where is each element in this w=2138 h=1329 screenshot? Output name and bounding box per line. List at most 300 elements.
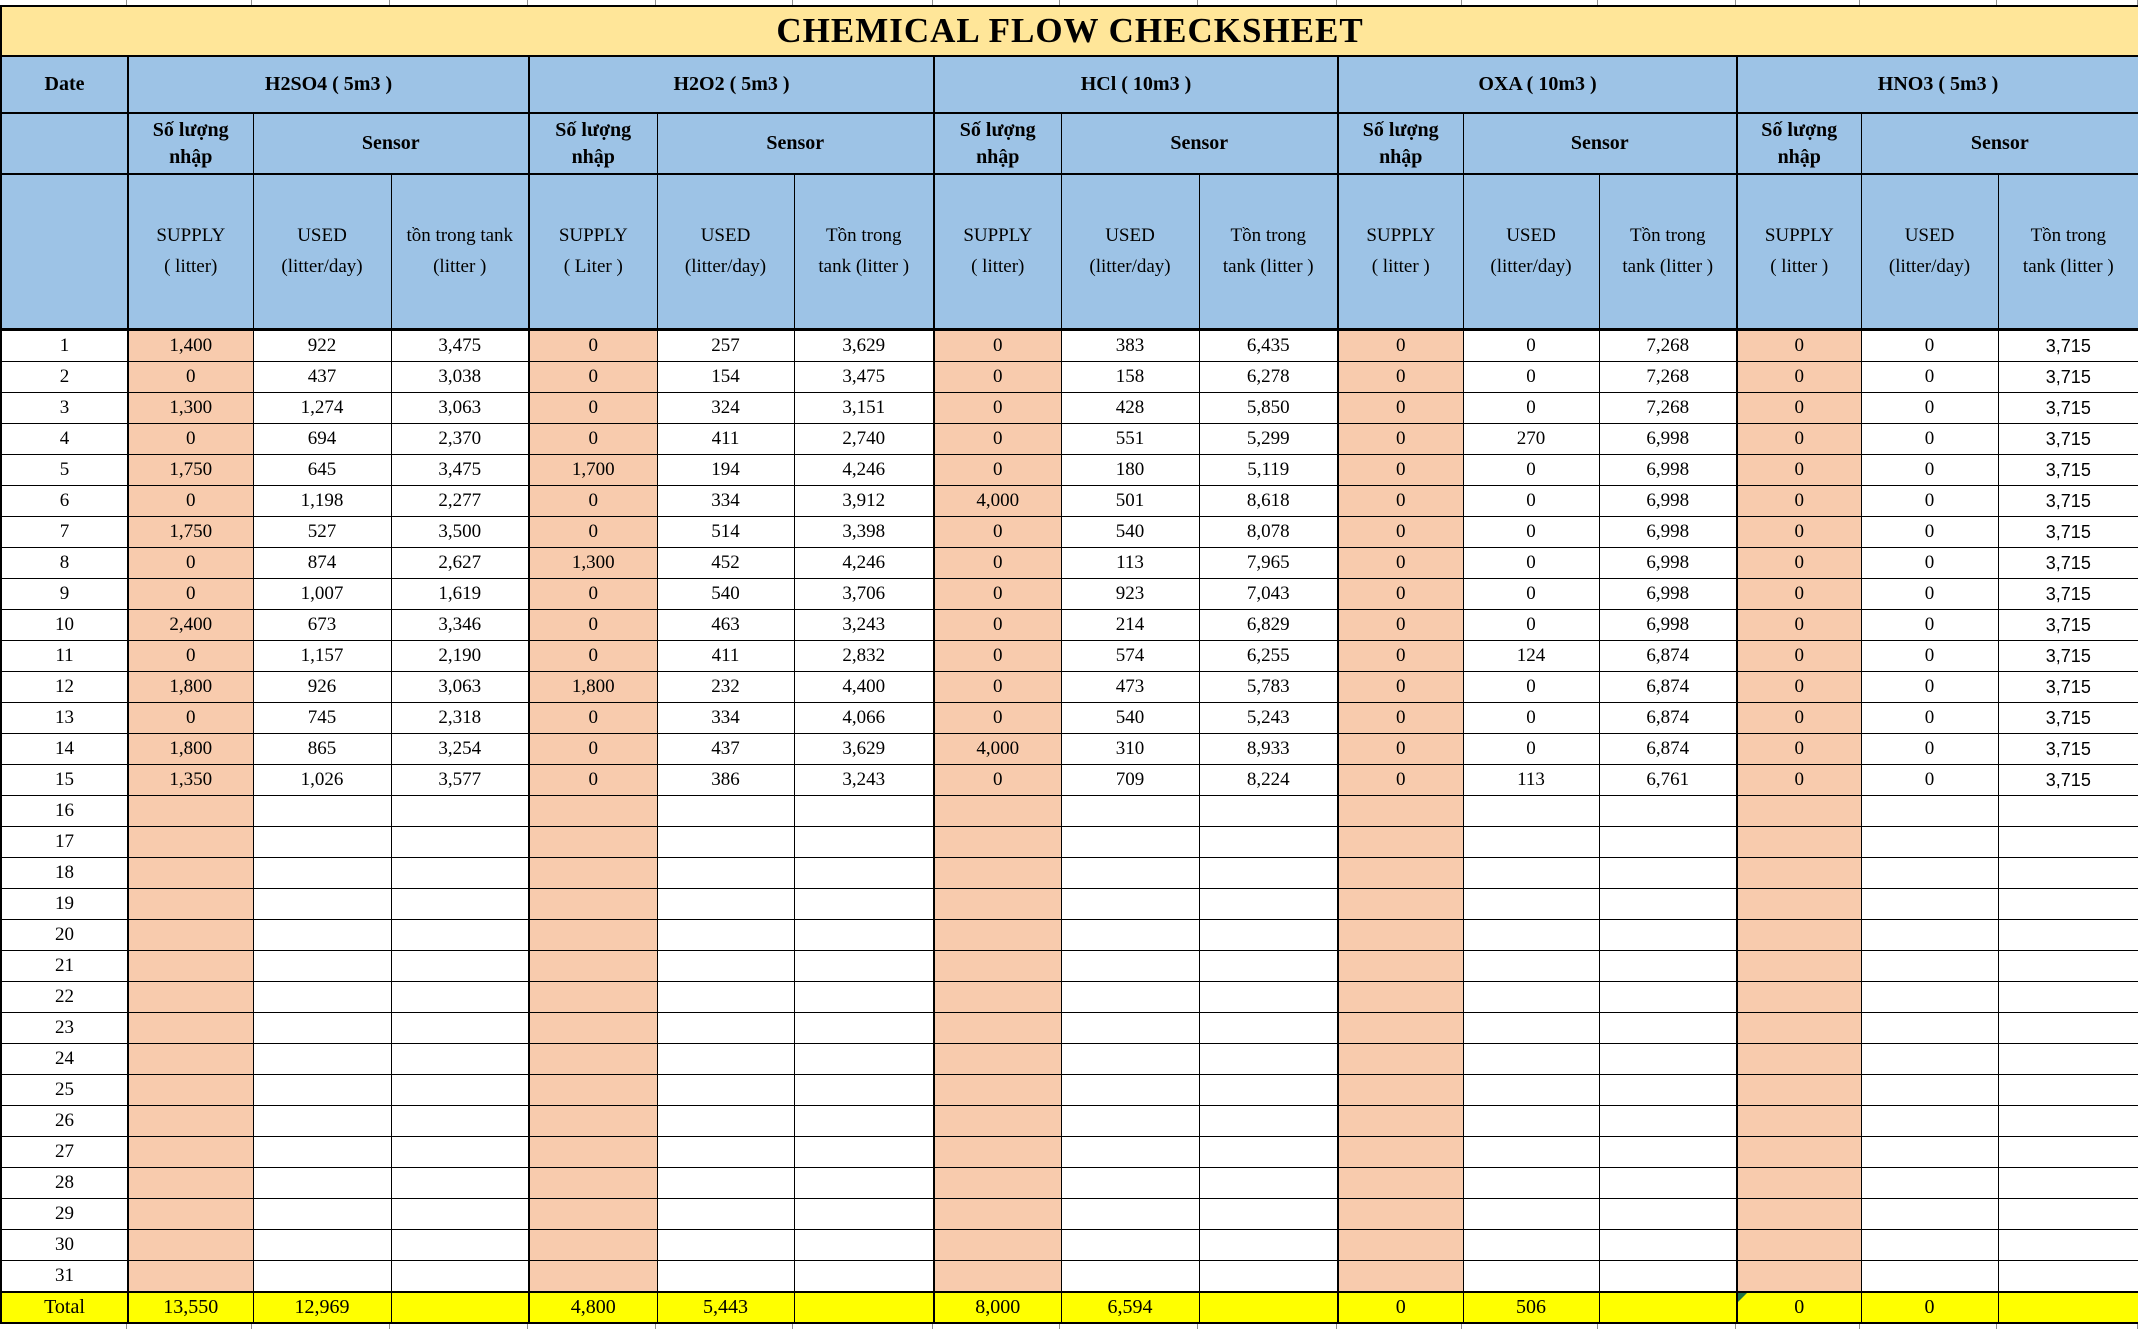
value-cell[interactable]: 1,026 (253, 764, 391, 795)
value-cell[interactable] (1199, 919, 1338, 950)
value-cell[interactable]: 501 (1061, 485, 1199, 516)
value-cell[interactable] (1998, 1136, 2138, 1167)
value-cell[interactable]: 214 (1061, 609, 1199, 640)
value-cell[interactable]: 0 (1463, 547, 1599, 578)
supply-cell[interactable]: 0 (934, 361, 1061, 392)
value-cell[interactable] (1199, 1229, 1338, 1260)
supply-cell[interactable] (1737, 1229, 1861, 1260)
supply-cell[interactable]: 0 (1737, 516, 1861, 547)
total-cell[interactable]: 6,594 (1061, 1292, 1199, 1323)
value-cell[interactable] (1861, 826, 1998, 857)
value-cell[interactable] (1463, 1136, 1599, 1167)
supply-cell[interactable]: 1,400 (128, 329, 253, 361)
value-cell[interactable]: 3,715 (1998, 485, 2138, 516)
date-cell[interactable]: 23 (1, 1012, 128, 1043)
value-cell[interactable]: 6,874 (1599, 702, 1737, 733)
supply-cell[interactable] (1737, 857, 1861, 888)
value-cell[interactable]: 3,715 (1998, 609, 2138, 640)
supply-cell[interactable]: 0 (1737, 733, 1861, 764)
value-cell[interactable] (657, 981, 794, 1012)
value-cell[interactable] (1998, 981, 2138, 1012)
total-cell[interactable] (1599, 1292, 1737, 1323)
supply-cell[interactable] (934, 1074, 1061, 1105)
value-cell[interactable] (1861, 1229, 1998, 1260)
value-cell[interactable] (253, 1136, 391, 1167)
date-cell[interactable]: 25 (1, 1074, 128, 1105)
supply-cell[interactable]: 0 (1338, 516, 1463, 547)
supply-cell[interactable] (1338, 888, 1463, 919)
value-cell[interactable] (391, 950, 529, 981)
date-cell[interactable]: 7 (1, 516, 128, 547)
value-cell[interactable]: 1,157 (253, 640, 391, 671)
supply-cell[interactable]: 1,750 (128, 516, 253, 547)
supply-cell[interactable]: 0 (1737, 702, 1861, 733)
value-cell[interactable] (1861, 857, 1998, 888)
value-cell[interactable]: 3,500 (391, 516, 529, 547)
value-cell[interactable]: 310 (1061, 733, 1199, 764)
value-cell[interactable]: 7,268 (1599, 392, 1737, 423)
date-cell[interactable]: 22 (1, 981, 128, 1012)
value-cell[interactable] (1463, 857, 1599, 888)
value-cell[interactable]: 3,715 (1998, 547, 2138, 578)
value-cell[interactable]: 5,243 (1199, 702, 1338, 733)
value-cell[interactable]: 0 (1861, 329, 1998, 361)
date-cell[interactable]: 10 (1, 609, 128, 640)
supply-cell[interactable]: 0 (1737, 361, 1861, 392)
value-cell[interactable]: 7,965 (1199, 547, 1338, 578)
value-cell[interactable] (1998, 1105, 2138, 1136)
value-cell[interactable]: 8,933 (1199, 733, 1338, 764)
total-cell[interactable]: 506 (1463, 1292, 1599, 1323)
value-cell[interactable]: 3,912 (794, 485, 934, 516)
value-cell[interactable]: 6,874 (1599, 671, 1737, 702)
value-cell[interactable] (657, 1167, 794, 1198)
supply-cell[interactable] (934, 1136, 1061, 1167)
date-cell[interactable]: 21 (1, 950, 128, 981)
value-cell[interactable] (1998, 888, 2138, 919)
value-cell[interactable] (1199, 1167, 1338, 1198)
value-cell[interactable]: 7,268 (1599, 361, 1737, 392)
value-cell[interactable] (1998, 950, 2138, 981)
value-cell[interactable] (253, 826, 391, 857)
value-cell[interactable]: 5,850 (1199, 392, 1338, 423)
supply-cell[interactable]: 0 (934, 329, 1061, 361)
value-cell[interactable] (1199, 1074, 1338, 1105)
supply-cell[interactable] (1338, 1043, 1463, 1074)
supply-cell[interactable]: 2,400 (128, 609, 253, 640)
supply-cell[interactable]: 0 (529, 423, 657, 454)
value-cell[interactable] (794, 981, 934, 1012)
value-cell[interactable]: 645 (253, 454, 391, 485)
value-cell[interactable] (391, 1198, 529, 1229)
supply-cell[interactable]: 0 (934, 516, 1061, 547)
value-cell[interactable] (794, 1043, 934, 1074)
value-cell[interactable] (794, 1229, 934, 1260)
value-cell[interactable] (1599, 950, 1737, 981)
value-cell[interactable]: 0 (1463, 485, 1599, 516)
supply-cell[interactable] (128, 919, 253, 950)
value-cell[interactable] (1599, 795, 1737, 826)
value-cell[interactable] (253, 1260, 391, 1292)
value-cell[interactable]: 0 (1861, 547, 1998, 578)
date-cell[interactable]: 11 (1, 640, 128, 671)
supply-cell[interactable] (529, 1136, 657, 1167)
value-cell[interactable] (1998, 1043, 2138, 1074)
supply-cell[interactable] (934, 1229, 1061, 1260)
supply-cell[interactable] (1338, 1105, 1463, 1136)
value-cell[interactable] (657, 950, 794, 981)
supply-cell[interactable]: 0 (1338, 454, 1463, 485)
value-cell[interactable] (657, 1043, 794, 1074)
supply-cell[interactable] (1737, 1260, 1861, 1292)
value-cell[interactable]: 2,832 (794, 640, 934, 671)
supply-cell[interactable] (128, 1229, 253, 1260)
supply-cell[interactable] (529, 981, 657, 1012)
value-cell[interactable]: 0 (1463, 671, 1599, 702)
value-cell[interactable] (1599, 981, 1737, 1012)
supply-cell[interactable] (1338, 950, 1463, 981)
supply-cell[interactable] (1338, 1167, 1463, 1198)
date-cell[interactable]: 18 (1, 857, 128, 888)
value-cell[interactable] (1199, 1043, 1338, 1074)
value-cell[interactable] (794, 826, 934, 857)
value-cell[interactable] (1463, 888, 1599, 919)
supply-cell[interactable] (934, 919, 1061, 950)
date-cell[interactable]: 12 (1, 671, 128, 702)
value-cell[interactable] (1998, 857, 2138, 888)
supply-cell[interactable] (1737, 1012, 1861, 1043)
value-cell[interactable]: 1,007 (253, 578, 391, 609)
value-cell[interactable]: 3,715 (1998, 764, 2138, 795)
supply-cell[interactable] (529, 1012, 657, 1043)
supply-cell[interactable] (934, 1260, 1061, 1292)
supply-cell[interactable] (1737, 795, 1861, 826)
value-cell[interactable] (1599, 1198, 1737, 1229)
supply-cell[interactable]: 0 (1737, 609, 1861, 640)
total-cell[interactable]: 13,550 (128, 1292, 253, 1323)
value-cell[interactable] (657, 1012, 794, 1043)
total-cell[interactable] (1199, 1292, 1338, 1323)
value-cell[interactable] (1463, 981, 1599, 1012)
value-cell[interactable]: 324 (657, 392, 794, 423)
supply-cell[interactable] (529, 888, 657, 919)
value-cell[interactable] (1599, 1167, 1737, 1198)
value-cell[interactable] (253, 1074, 391, 1105)
value-cell[interactable] (794, 795, 934, 826)
value-cell[interactable] (1199, 1260, 1338, 1292)
value-cell[interactable] (1463, 795, 1599, 826)
value-cell[interactable]: 673 (253, 609, 391, 640)
value-cell[interactable]: 3,243 (794, 764, 934, 795)
value-cell[interactable]: 194 (657, 454, 794, 485)
value-cell[interactable]: 411 (657, 640, 794, 671)
date-cell[interactable]: 28 (1, 1167, 128, 1198)
value-cell[interactable] (1463, 1229, 1599, 1260)
value-cell[interactable] (1599, 1136, 1737, 1167)
value-cell[interactable]: 6,255 (1199, 640, 1338, 671)
value-cell[interactable]: 124 (1463, 640, 1599, 671)
value-cell[interactable] (1061, 1105, 1199, 1136)
supply-cell[interactable] (128, 1105, 253, 1136)
supply-cell[interactable]: 0 (1737, 578, 1861, 609)
value-cell[interactable]: 6,761 (1599, 764, 1737, 795)
value-cell[interactable]: 2,277 (391, 485, 529, 516)
value-cell[interactable]: 1,198 (253, 485, 391, 516)
value-cell[interactable]: 113 (1061, 547, 1199, 578)
value-cell[interactable] (1998, 795, 2138, 826)
value-cell[interactable]: 334 (657, 702, 794, 733)
value-cell[interactable] (391, 795, 529, 826)
value-cell[interactable]: 437 (253, 361, 391, 392)
supply-cell[interactable]: 0 (128, 361, 253, 392)
supply-cell[interactable] (1737, 1043, 1861, 1074)
supply-cell[interactable] (529, 826, 657, 857)
value-cell[interactable]: 3,063 (391, 671, 529, 702)
supply-cell[interactable] (1737, 919, 1861, 950)
value-cell[interactable] (253, 857, 391, 888)
supply-cell[interactable] (1338, 1198, 1463, 1229)
supply-cell[interactable]: 1,800 (128, 733, 253, 764)
value-cell[interactable] (391, 1105, 529, 1136)
value-cell[interactable] (1599, 1105, 1737, 1136)
value-cell[interactable] (794, 1167, 934, 1198)
value-cell[interactable]: 926 (253, 671, 391, 702)
supply-cell[interactable] (128, 1167, 253, 1198)
value-cell[interactable]: 6,278 (1199, 361, 1338, 392)
value-cell[interactable]: 3,715 (1998, 454, 2138, 485)
supply-cell[interactable]: 0 (1338, 547, 1463, 578)
value-cell[interactable]: 3,715 (1998, 578, 2138, 609)
value-cell[interactable]: 745 (253, 702, 391, 733)
value-cell[interactable]: 4,246 (794, 454, 934, 485)
value-cell[interactable]: 113 (1463, 764, 1599, 795)
supply-cell[interactable]: 0 (529, 640, 657, 671)
supply-cell[interactable] (1338, 826, 1463, 857)
value-cell[interactable]: 540 (1061, 516, 1199, 547)
value-cell[interactable]: 2,627 (391, 547, 529, 578)
supply-cell[interactable] (1338, 1136, 1463, 1167)
value-cell[interactable]: 0 (1463, 454, 1599, 485)
value-cell[interactable]: 6,998 (1599, 547, 1737, 578)
value-cell[interactable]: 0 (1861, 516, 1998, 547)
value-cell[interactable]: 540 (657, 578, 794, 609)
supply-cell[interactable] (529, 1074, 657, 1105)
value-cell[interactable]: 3,038 (391, 361, 529, 392)
value-cell[interactable]: 3,706 (794, 578, 934, 609)
date-cell[interactable]: 31 (1, 1260, 128, 1292)
supply-cell[interactable] (1737, 1105, 1861, 1136)
supply-cell[interactable]: 0 (529, 329, 657, 361)
total-cell[interactable] (794, 1292, 934, 1323)
supply-cell[interactable] (934, 888, 1061, 919)
date-cell[interactable]: 2 (1, 361, 128, 392)
supply-cell[interactable]: 0 (934, 671, 1061, 702)
total-cell[interactable]: 8,000 (934, 1292, 1061, 1323)
value-cell[interactable]: 0 (1861, 423, 1998, 454)
supply-cell[interactable]: 0 (934, 423, 1061, 454)
supply-cell[interactable]: 0 (1338, 733, 1463, 764)
value-cell[interactable] (657, 795, 794, 826)
supply-cell[interactable] (1737, 1074, 1861, 1105)
value-cell[interactable] (794, 919, 934, 950)
value-cell[interactable]: 7,268 (1599, 329, 1737, 361)
value-cell[interactable] (1199, 1136, 1338, 1167)
value-cell[interactable] (1061, 919, 1199, 950)
supply-cell[interactable] (529, 1198, 657, 1229)
supply-cell[interactable]: 1,800 (128, 671, 253, 702)
value-cell[interactable]: 386 (657, 764, 794, 795)
value-cell[interactable] (253, 795, 391, 826)
supply-cell[interactable] (1338, 1260, 1463, 1292)
supply-cell[interactable] (1338, 981, 1463, 1012)
value-cell[interactable]: 0 (1463, 329, 1599, 361)
supply-cell[interactable]: 0 (1338, 361, 1463, 392)
total-cell[interactable]: 0 (1338, 1292, 1463, 1323)
supply-cell[interactable]: 0 (529, 361, 657, 392)
value-cell[interactable] (391, 1167, 529, 1198)
date-cell[interactable]: 8 (1, 547, 128, 578)
supply-cell[interactable] (128, 888, 253, 919)
supply-cell[interactable]: 0 (1737, 329, 1861, 361)
value-cell[interactable]: 3,475 (794, 361, 934, 392)
value-cell[interactable] (1199, 981, 1338, 1012)
supply-cell[interactable] (934, 981, 1061, 1012)
value-cell[interactable] (1861, 1167, 1998, 1198)
supply-cell[interactable] (128, 857, 253, 888)
value-cell[interactable] (391, 1136, 529, 1167)
value-cell[interactable]: 411 (657, 423, 794, 454)
supply-cell[interactable]: 0 (1338, 764, 1463, 795)
value-cell[interactable] (1861, 1012, 1998, 1043)
value-cell[interactable]: 452 (657, 547, 794, 578)
supply-cell[interactable]: 0 (529, 733, 657, 764)
date-cell[interactable]: 19 (1, 888, 128, 919)
value-cell[interactable] (253, 1043, 391, 1074)
value-cell[interactable] (657, 919, 794, 950)
supply-cell[interactable] (1338, 795, 1463, 826)
value-cell[interactable]: 473 (1061, 671, 1199, 702)
value-cell[interactable] (1599, 1074, 1737, 1105)
supply-cell[interactable]: 0 (934, 764, 1061, 795)
date-cell[interactable]: 13 (1, 702, 128, 733)
supply-cell[interactable] (529, 857, 657, 888)
value-cell[interactable]: 0 (1463, 609, 1599, 640)
supply-cell[interactable] (1737, 888, 1861, 919)
value-cell[interactable]: 0 (1463, 733, 1599, 764)
supply-cell[interactable]: 0 (1737, 392, 1861, 423)
value-cell[interactable] (1998, 1167, 2138, 1198)
value-cell[interactable]: 0 (1463, 516, 1599, 547)
value-cell[interactable]: 0 (1861, 609, 1998, 640)
value-cell[interactable]: 3,715 (1998, 640, 2138, 671)
value-cell[interactable]: 923 (1061, 578, 1199, 609)
value-cell[interactable] (253, 950, 391, 981)
value-cell[interactable] (1861, 1260, 1998, 1292)
supply-cell[interactable] (1338, 857, 1463, 888)
supply-cell[interactable]: 0 (1737, 454, 1861, 485)
supply-cell[interactable] (529, 1229, 657, 1260)
supply-cell[interactable]: 0 (529, 609, 657, 640)
value-cell[interactable]: 3,715 (1998, 392, 2138, 423)
supply-cell[interactable] (529, 919, 657, 950)
value-cell[interactable] (253, 919, 391, 950)
value-cell[interactable] (1599, 1260, 1737, 1292)
value-cell[interactable] (1061, 888, 1199, 919)
value-cell[interactable] (657, 1136, 794, 1167)
value-cell[interactable] (657, 1198, 794, 1229)
date-cell[interactable]: 26 (1, 1105, 128, 1136)
value-cell[interactable]: 3,715 (1998, 516, 2138, 547)
supply-cell[interactable]: 0 (1737, 671, 1861, 702)
date-cell[interactable]: 3 (1, 392, 128, 423)
total-cell[interactable] (391, 1292, 529, 1323)
value-cell[interactable] (657, 826, 794, 857)
supply-cell[interactable]: 0 (1737, 640, 1861, 671)
date-cell[interactable]: 20 (1, 919, 128, 950)
value-cell[interactable] (1998, 826, 2138, 857)
value-cell[interactable] (1061, 826, 1199, 857)
value-cell[interactable]: 0 (1861, 578, 1998, 609)
value-cell[interactable]: 463 (657, 609, 794, 640)
value-cell[interactable]: 2,190 (391, 640, 529, 671)
value-cell[interactable] (1061, 1167, 1199, 1198)
value-cell[interactable]: 0 (1463, 578, 1599, 609)
value-cell[interactable] (1998, 1229, 2138, 1260)
supply-cell[interactable] (529, 1105, 657, 1136)
supply-cell[interactable]: 4,000 (934, 733, 1061, 764)
value-cell[interactable] (1199, 1105, 1338, 1136)
value-cell[interactable]: 8,078 (1199, 516, 1338, 547)
value-cell[interactable]: 3,151 (794, 392, 934, 423)
value-cell[interactable] (1599, 919, 1737, 950)
value-cell[interactable]: 514 (657, 516, 794, 547)
supply-cell[interactable] (128, 1136, 253, 1167)
value-cell[interactable] (1861, 1105, 1998, 1136)
value-cell[interactable] (391, 1260, 529, 1292)
value-cell[interactable] (1463, 1074, 1599, 1105)
value-cell[interactable] (794, 888, 934, 919)
supply-cell[interactable]: 0 (1338, 702, 1463, 733)
supply-cell[interactable]: 1,700 (529, 454, 657, 485)
value-cell[interactable] (657, 1260, 794, 1292)
supply-cell[interactable]: 1,350 (128, 764, 253, 795)
supply-cell[interactable] (1338, 1012, 1463, 1043)
value-cell[interactable] (1061, 795, 1199, 826)
value-cell[interactable] (391, 1043, 529, 1074)
supply-cell[interactable]: 0 (128, 702, 253, 733)
value-cell[interactable]: 0 (1861, 361, 1998, 392)
value-cell[interactable] (1861, 981, 1998, 1012)
date-cell[interactable]: 24 (1, 1043, 128, 1074)
supply-cell[interactable]: 0 (1338, 485, 1463, 516)
value-cell[interactable]: 0 (1861, 671, 1998, 702)
value-cell[interactable] (1061, 1012, 1199, 1043)
value-cell[interactable]: 1,274 (253, 392, 391, 423)
supply-cell[interactable] (529, 1043, 657, 1074)
total-cell[interactable]: 5,443 (657, 1292, 794, 1323)
supply-cell[interactable]: 0 (1338, 578, 1463, 609)
value-cell[interactable]: 437 (657, 733, 794, 764)
value-cell[interactable] (253, 1167, 391, 1198)
supply-cell[interactable] (934, 1167, 1061, 1198)
date-cell[interactable]: 5 (1, 454, 128, 485)
value-cell[interactable]: 4,066 (794, 702, 934, 733)
value-cell[interactable] (1463, 1260, 1599, 1292)
date-cell[interactable]: 16 (1, 795, 128, 826)
value-cell[interactable] (391, 888, 529, 919)
value-cell[interactable]: 6,998 (1599, 423, 1737, 454)
value-cell[interactable] (1463, 826, 1599, 857)
